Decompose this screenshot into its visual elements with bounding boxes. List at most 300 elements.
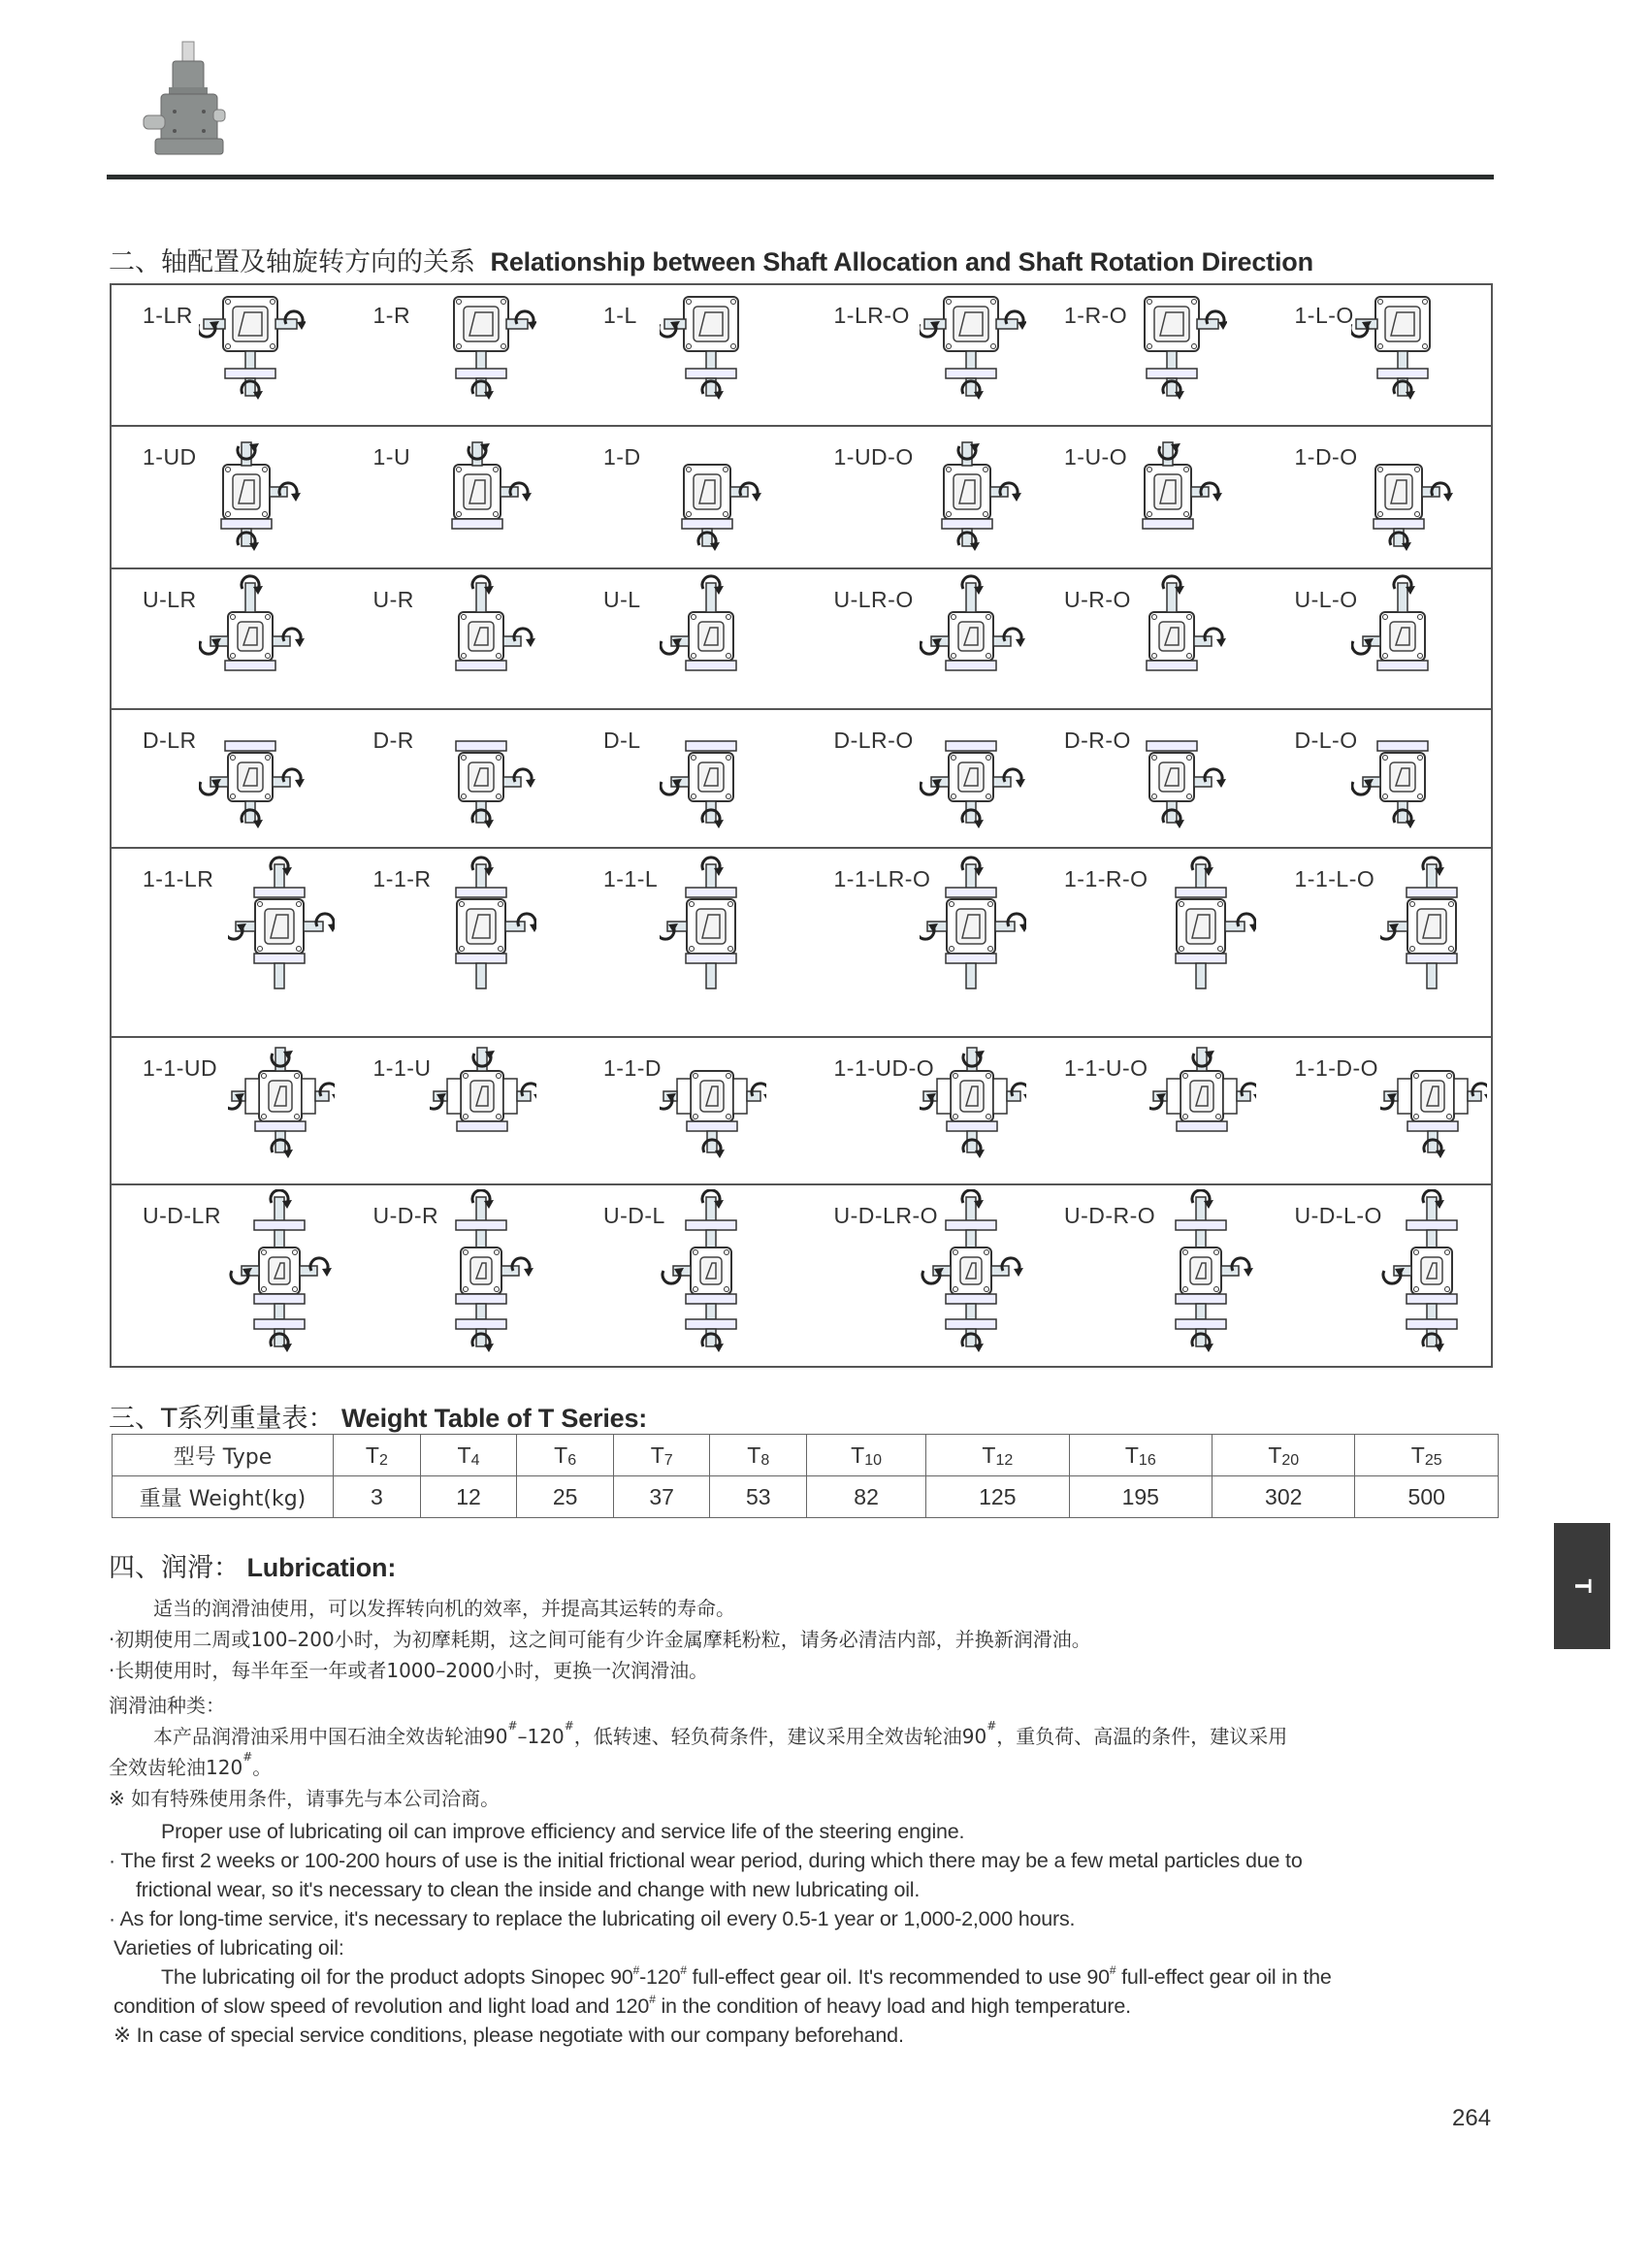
shaft-diagram-icon xyxy=(228,1042,335,1183)
arrow-head-icon xyxy=(328,923,335,932)
shaft-diagram-icon xyxy=(430,431,536,567)
arrow-head-icon xyxy=(1406,820,1415,828)
config-label: 1-1-D-O xyxy=(1294,1055,1379,1081)
flange xyxy=(456,954,506,963)
flange xyxy=(1176,1294,1226,1304)
side-cover xyxy=(1398,1079,1411,1114)
flange xyxy=(456,661,506,670)
text: –120 xyxy=(517,1725,565,1748)
weight-cell: 82 xyxy=(807,1476,926,1518)
cn-bullet-1: ·初期使用二周或100–200小时，为初摩耗期，这之间可能有少许金属摩耗粉粒，请务必清洁内部，并换新润滑油。 xyxy=(109,1628,1091,1651)
flange xyxy=(1147,741,1197,751)
shaft-diagram-icon xyxy=(920,1189,1026,1364)
shaft xyxy=(747,1091,760,1101)
arrow-head-icon xyxy=(534,1093,536,1102)
shaft xyxy=(1196,963,1206,988)
shaft-diagram-icon xyxy=(1120,289,1227,425)
arrow-head-icon xyxy=(974,820,984,828)
gearbox-diagram xyxy=(660,858,736,988)
section-title-cn: 四、润滑： xyxy=(109,1553,240,1583)
shaft-diagram-icon xyxy=(1120,431,1227,567)
config-cell xyxy=(1264,1185,1494,1366)
weight-cell: 125 xyxy=(926,1476,1069,1518)
arrow-head-icon xyxy=(291,493,301,502)
model-size: 6 xyxy=(567,1451,577,1469)
config-cell xyxy=(1033,569,1263,708)
flange xyxy=(452,519,502,529)
gearbox-diagram xyxy=(1176,858,1256,988)
config-cell xyxy=(572,1038,802,1183)
side-cover xyxy=(447,1079,461,1114)
flange xyxy=(686,661,736,670)
arrow-head-icon xyxy=(1014,1268,1023,1277)
housing-inner xyxy=(469,622,494,651)
shaft xyxy=(1196,1304,1206,1319)
arrow-head-icon xyxy=(1175,820,1184,828)
config-label: 1-L xyxy=(603,303,637,328)
gearbox-diagram xyxy=(456,1190,534,1352)
arrow-head-icon xyxy=(332,1093,335,1102)
shaft xyxy=(517,1091,531,1101)
config-label: 1-LR-O xyxy=(833,303,910,328)
en-intro: Proper use of lubricating oil can improve efficiency and service life of the steering engine. xyxy=(161,1820,965,1843)
shaft xyxy=(476,1304,486,1319)
shaft-diagram-icon xyxy=(1149,853,1256,1036)
gearbox-diagram xyxy=(231,1190,332,1352)
shaft xyxy=(1196,1230,1206,1247)
gearbox-diagram xyxy=(920,858,1026,988)
gearbox-diagram xyxy=(660,1071,766,1158)
model-size: 16 xyxy=(1138,1451,1156,1469)
shaft-diagram-icon xyxy=(660,289,766,425)
text: -120 xyxy=(639,1965,681,1989)
flange xyxy=(456,888,506,897)
shaft xyxy=(706,864,716,890)
side-cover xyxy=(1454,1079,1468,1114)
shaft xyxy=(315,1091,329,1101)
shaft-diagram-icon xyxy=(430,1189,536,1364)
config-label: U-D-R-O xyxy=(1064,1203,1156,1228)
shaft xyxy=(275,1230,284,1247)
weight-table xyxy=(112,1434,1499,1518)
section-weight-table-title xyxy=(109,1397,647,1435)
shaft xyxy=(476,1230,486,1247)
model-size: 12 xyxy=(995,1451,1014,1469)
arrow-head-icon xyxy=(322,1268,332,1277)
gearbox-diagram xyxy=(922,1190,1023,1352)
en-varieties-line-1 xyxy=(161,1965,1332,1990)
shaft-diagram-icon xyxy=(430,853,536,1036)
gearbox-diagram xyxy=(456,858,536,988)
config-cell xyxy=(1264,285,1494,425)
model-cell xyxy=(710,1435,807,1476)
model-prefix: T xyxy=(851,1442,865,1468)
grade-mark: # xyxy=(242,1750,253,1764)
section-title-en: Weight Table of T Series: xyxy=(341,1404,648,1433)
flange xyxy=(1176,1220,1226,1230)
flange xyxy=(456,1220,506,1230)
config-label: 1-1-LR-O xyxy=(833,866,931,891)
flange xyxy=(686,954,736,963)
arrow-head-icon xyxy=(1436,1150,1445,1158)
housing-inner xyxy=(1190,1081,1213,1112)
arrow-head-icon xyxy=(1218,321,1227,330)
config-cell xyxy=(572,569,802,708)
shaft xyxy=(706,963,716,988)
model-size: 25 xyxy=(1424,1451,1442,1469)
model-cell xyxy=(613,1435,710,1476)
flange xyxy=(1406,1220,1457,1230)
housing-inner xyxy=(1421,1257,1442,1284)
flange xyxy=(946,1220,996,1230)
config-cell xyxy=(572,710,802,847)
side-cover xyxy=(937,1079,951,1114)
config-label: 1-L-O xyxy=(1294,303,1354,328)
config-cell xyxy=(803,710,1033,847)
config-label: U-LR xyxy=(143,587,197,612)
shaft xyxy=(966,1230,976,1247)
shaft xyxy=(966,963,976,988)
housing-inner xyxy=(1159,622,1184,651)
cn-bullet-2: ·长期使用时，每半年至一年或者1000–2000小时，更换一次润滑油。 xyxy=(109,1659,709,1682)
shaft-diagram-icon xyxy=(1120,714,1227,847)
config-row xyxy=(112,285,1491,427)
arrow-head-icon xyxy=(1023,1093,1026,1102)
flange xyxy=(1176,954,1226,963)
config-cell xyxy=(112,427,341,567)
shaft xyxy=(966,1304,976,1319)
section-lubrication-title xyxy=(109,1546,396,1584)
flange xyxy=(225,661,275,670)
gearbox-diagram xyxy=(199,297,306,400)
flange xyxy=(1176,888,1226,897)
config-label: 1-R xyxy=(372,303,411,328)
shaft xyxy=(1194,636,1212,646)
weight-cell: 12 xyxy=(420,1476,517,1518)
shaft-diagram-icon xyxy=(920,1042,1026,1183)
side-cover xyxy=(302,1079,315,1114)
shaft-diagram-icon xyxy=(660,714,766,847)
shaft-diagram-icon xyxy=(1351,431,1458,567)
flange xyxy=(682,519,732,529)
flange xyxy=(1147,661,1197,670)
arrow-head-icon xyxy=(1016,779,1025,788)
flange xyxy=(254,1294,305,1304)
arrow-head-icon xyxy=(295,779,305,788)
weight-row xyxy=(113,1476,1499,1518)
flange xyxy=(1406,1294,1457,1304)
section-title-en: Lubrication: xyxy=(246,1553,397,1582)
flange xyxy=(686,1319,736,1329)
grade-mark: # xyxy=(649,1993,656,2006)
arrow-head-icon xyxy=(1484,1093,1487,1102)
config-label: D-LR-O xyxy=(833,728,914,753)
config-label: 1-1-R-O xyxy=(1064,866,1148,891)
config-cell xyxy=(1033,1185,1263,1366)
shaft xyxy=(476,864,486,890)
config-label: U-LR-O xyxy=(833,587,914,612)
side-cover xyxy=(1223,1079,1237,1114)
housing-inner xyxy=(238,622,263,651)
config-label: 1-D xyxy=(603,444,641,470)
flange xyxy=(687,1121,737,1131)
side-cover xyxy=(1167,1079,1180,1114)
housing-inner xyxy=(960,1081,984,1112)
arrow-head-icon xyxy=(1016,638,1025,647)
type-row xyxy=(113,1435,1499,1476)
weight-header: 重量 Weight(kg) xyxy=(113,1476,334,1518)
cn-intro: 适当的润滑油使用，可以发挥转向机的效率，并提高其运转的寿命。 xyxy=(153,1597,735,1620)
shaft-diagram-icon xyxy=(430,289,536,425)
shaft-diagram-icon xyxy=(920,853,1026,1036)
gearbox-diagram xyxy=(1147,741,1226,828)
shaft xyxy=(1221,1266,1239,1276)
shaft xyxy=(273,777,290,787)
config-cell xyxy=(112,710,341,847)
config-cell xyxy=(572,427,802,567)
flange xyxy=(254,954,305,963)
cn-note: ※ 如有特殊使用条件，请事先与本公司洽商。 xyxy=(109,1787,501,1810)
model-prefix: T xyxy=(650,1442,664,1468)
config-cell xyxy=(803,427,1033,567)
gearbox-diagram xyxy=(228,1048,335,1158)
grade-mark: # xyxy=(986,1719,997,1733)
shaft xyxy=(472,442,482,466)
housing-inner xyxy=(470,1257,492,1284)
arrow-head-icon xyxy=(1216,779,1226,788)
grade-mark: # xyxy=(507,1719,518,1733)
arrow-head-icon xyxy=(528,321,536,330)
gearbox-diagram xyxy=(660,297,738,400)
config-cell xyxy=(342,849,572,1036)
config-cell xyxy=(342,285,572,425)
gearbox-diagram xyxy=(456,576,535,670)
flange xyxy=(942,519,992,529)
weight-cell: 3 xyxy=(334,1476,421,1518)
shaft xyxy=(1237,1091,1250,1101)
text: 本产品润滑油采用中国石油全效齿轮油90 xyxy=(153,1725,508,1748)
weight-cell: 195 xyxy=(1069,1476,1212,1518)
config-cell xyxy=(342,1038,572,1183)
section-title-cn: 三、T系列重量表： xyxy=(109,1404,335,1434)
text: in the condition of heavy load and high temperature. xyxy=(655,1994,1131,2018)
arrow-head-icon xyxy=(522,493,532,502)
config-row xyxy=(112,1185,1491,1366)
arrow-head-icon xyxy=(715,1150,725,1158)
gearbox-diagram xyxy=(452,442,532,529)
config-label: 1-UD-O xyxy=(833,444,914,470)
gearbox-diagram xyxy=(228,858,335,988)
weight-cell: 25 xyxy=(517,1476,614,1518)
config-row xyxy=(112,427,1491,569)
shaft xyxy=(1196,1197,1206,1222)
shaft xyxy=(1196,864,1206,890)
shaft xyxy=(706,1197,716,1222)
gearbox-diagram xyxy=(661,576,736,670)
config-cell xyxy=(1033,1038,1263,1183)
flange xyxy=(946,888,996,897)
shaft xyxy=(503,777,521,787)
flange xyxy=(254,888,305,897)
arrow-head-icon xyxy=(530,923,536,932)
model-cell xyxy=(1069,1435,1212,1476)
gearbox-diagram xyxy=(661,741,736,828)
side-cover xyxy=(733,1079,747,1114)
en-bullet-2: · As for long-time service, it's necessary to replace the lubricating oil every 0.5-1 year or 1,000-2,000 hours. xyxy=(109,1907,1076,1930)
config-cell xyxy=(1264,849,1494,1036)
gearbox-diagram xyxy=(1176,1190,1253,1352)
housing-inner xyxy=(958,622,984,651)
config-cell xyxy=(803,1185,1033,1366)
gearbox-diagram xyxy=(1352,741,1428,828)
flange xyxy=(946,369,996,378)
arrow-head-icon xyxy=(1212,493,1222,502)
section-tab-t xyxy=(1554,1523,1610,1649)
arrow-head-icon xyxy=(1443,493,1453,502)
flange xyxy=(456,1294,506,1304)
shaft-diagram-icon xyxy=(199,289,306,425)
type-header: 型号 Type xyxy=(113,1435,334,1476)
weight-cell: 53 xyxy=(710,1476,807,1518)
en-note: ※ In case of special service conditions, please negotiate with our company beforehand. xyxy=(113,2024,904,2047)
config-label: 1-1-UD xyxy=(143,1055,218,1081)
arrow-head-icon xyxy=(1019,923,1026,932)
shaft xyxy=(304,922,323,931)
config-cell xyxy=(112,1038,341,1183)
housing-inner xyxy=(1159,762,1184,792)
cn-varieties-line-2 xyxy=(109,1752,272,1780)
gearbox-diagram xyxy=(221,442,301,551)
flange xyxy=(225,369,275,378)
flange xyxy=(686,1294,736,1304)
shaft xyxy=(993,777,1011,787)
grade-mark: # xyxy=(564,1719,574,1733)
config-label: U-D-LR-O xyxy=(833,1203,938,1228)
config-row xyxy=(112,710,1491,849)
config-cell xyxy=(1033,285,1263,425)
section-title-en: Relationship between Shaft Allocation and Shaft Rotation Direction xyxy=(490,247,1313,276)
arrow-head-icon xyxy=(1244,1268,1253,1277)
shaft xyxy=(993,636,1011,646)
shaft xyxy=(503,636,521,646)
shaft xyxy=(476,1329,486,1346)
config-label: D-R-O xyxy=(1064,728,1131,753)
shaft xyxy=(1194,777,1212,787)
config-label: D-R xyxy=(372,728,414,753)
shaft xyxy=(275,963,284,988)
text: 。 xyxy=(252,1756,273,1779)
header-rule xyxy=(107,175,1494,179)
arrow-head-icon xyxy=(714,1344,724,1352)
config-label: U-R xyxy=(372,587,414,612)
arrow-head-icon xyxy=(1012,493,1021,502)
shaft xyxy=(706,1304,716,1319)
model-cell xyxy=(1212,1435,1355,1476)
side-cover xyxy=(245,1079,259,1114)
grade-mark: # xyxy=(632,1963,640,1977)
config-label: U-D-L xyxy=(603,1203,665,1228)
flange xyxy=(254,1319,305,1329)
shaft xyxy=(245,351,255,371)
shaft xyxy=(275,1329,284,1346)
arrow-head-icon xyxy=(297,321,306,330)
shaft-diagram-icon xyxy=(430,573,536,708)
model-cell xyxy=(420,1435,517,1476)
weight-cell: 37 xyxy=(613,1476,710,1518)
flange xyxy=(946,741,996,751)
shaft xyxy=(1427,1304,1437,1319)
housing-inner xyxy=(470,1081,494,1112)
config-row xyxy=(112,1038,1491,1185)
arrow-head-icon xyxy=(974,1344,984,1352)
config-cell xyxy=(1264,427,1494,567)
config-label: 1-1-LR xyxy=(143,866,214,891)
shaft-diagram-icon xyxy=(228,1189,335,1364)
config-cell xyxy=(1264,569,1494,708)
gearbox-diagram xyxy=(1352,576,1428,670)
model-size: 20 xyxy=(1281,1451,1300,1469)
model-prefix: T xyxy=(554,1442,568,1468)
gearbox-diagram xyxy=(200,576,305,670)
config-label: U-D-R xyxy=(372,1203,439,1228)
arrow-head-icon xyxy=(283,1150,293,1158)
shaft xyxy=(1167,351,1177,371)
housing-inner xyxy=(269,1257,290,1284)
housing-inner xyxy=(269,1081,292,1112)
gearbox-diagram xyxy=(430,1048,536,1131)
shaft xyxy=(1468,1091,1481,1101)
model-prefix: T xyxy=(1124,1442,1139,1468)
model-prefix: T xyxy=(1410,1442,1425,1468)
shaft-diagram-icon xyxy=(1351,714,1458,847)
grade-mark: # xyxy=(680,1963,687,1977)
shaft-diagram-icon xyxy=(1380,853,1487,1036)
section-tab-label: T xyxy=(1569,1578,1596,1594)
flange xyxy=(456,741,506,751)
shaft-diagram-icon xyxy=(660,573,766,708)
config-cell xyxy=(1264,1038,1494,1183)
config-label: U-R-O xyxy=(1064,587,1131,612)
flange xyxy=(1143,519,1193,529)
config-cell xyxy=(342,710,572,847)
side-cover xyxy=(503,1079,517,1114)
housing-inner xyxy=(958,762,984,792)
model-cell xyxy=(807,1435,926,1476)
model-size: 10 xyxy=(864,1451,883,1469)
config-label: 1-R-O xyxy=(1064,303,1128,328)
gearbox-diagram xyxy=(454,297,536,400)
shaft xyxy=(273,636,290,646)
housing-inner xyxy=(1190,1257,1212,1284)
shaft-diagram-icon xyxy=(1120,573,1227,708)
shaft xyxy=(1007,1091,1020,1101)
shaft xyxy=(505,922,525,931)
config-label: 1-1-L-O xyxy=(1294,866,1375,891)
shaft-diagram-icon xyxy=(660,1042,766,1183)
config-label: 1-1-L xyxy=(603,866,659,891)
shaft xyxy=(966,351,976,371)
arrow-head-icon xyxy=(524,1268,534,1277)
model-size: 7 xyxy=(663,1451,673,1469)
arrow-head-icon xyxy=(282,1344,292,1352)
config-cell xyxy=(572,1185,802,1366)
arrow-head-icon xyxy=(484,1344,494,1352)
config-label: 1-U-O xyxy=(1064,444,1128,470)
config-cell xyxy=(1033,427,1263,567)
housing-inner xyxy=(700,1081,724,1112)
grade-mark: # xyxy=(1109,1963,1116,1977)
shaft xyxy=(706,1230,716,1247)
